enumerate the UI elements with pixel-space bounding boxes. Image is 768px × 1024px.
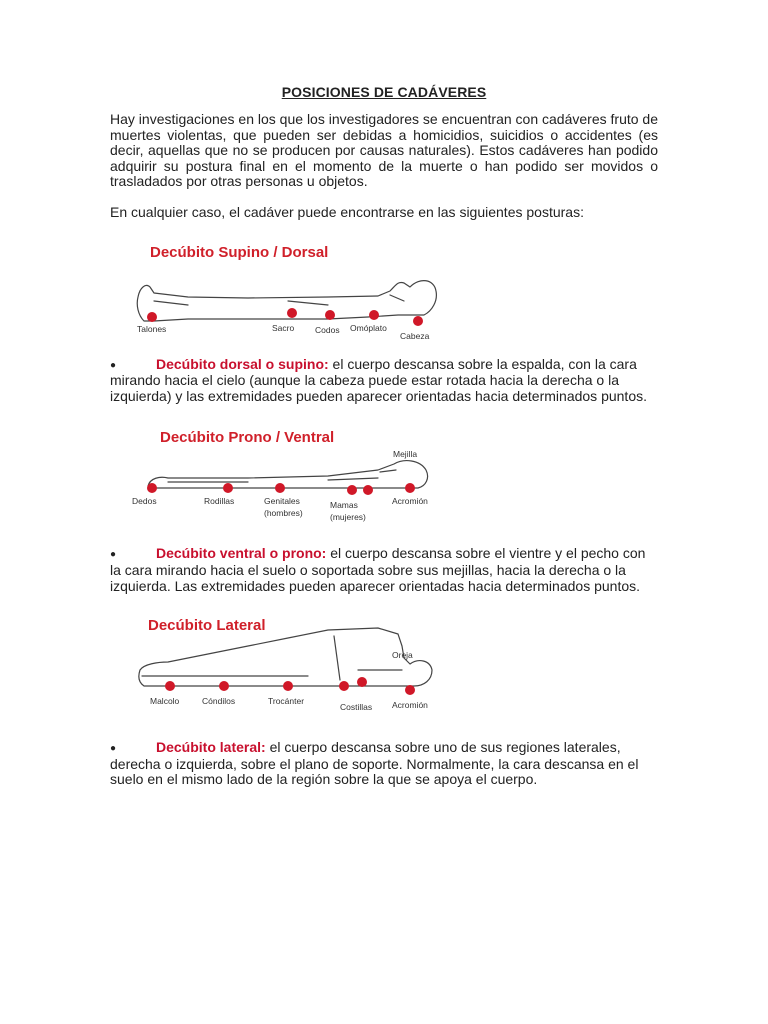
- label-rodillas: Rodillas: [204, 496, 235, 507]
- bullet-icon: ●: [110, 743, 117, 755]
- point-talones: [147, 312, 157, 322]
- document-title: POSICIONES DE CADÁVERES: [281, 84, 487, 100]
- point-costillas: [339, 681, 349, 691]
- desc-prono: el cuerpo descansa sobre el vientre y el pecho con la cara mirando hacia el suelo o soportada sobre sus mejillas, hacia la derecha o la izquierda. Las extremidades pueden aparecer orientadas hacia determinados puntos.: [110, 545, 646, 594]
- label-omoplato: Omóplato: [350, 322, 387, 333]
- figure-title-prono: Decúbito Prono / Ventral: [160, 429, 335, 447]
- prone-body-outline: [148, 461, 428, 488]
- label-dedos: Dedos: [132, 496, 157, 507]
- lateral-body-outline: [139, 628, 432, 686]
- term-lateral: Decúbito lateral:: [156, 739, 266, 756]
- label-hombres: (hombres): [264, 508, 303, 519]
- label-costillas: Costillas: [340, 702, 373, 713]
- bullet-icon: ●: [110, 549, 117, 561]
- label-codos: Codos: [315, 324, 340, 335]
- label-condilos: Cóndilos: [202, 696, 236, 707]
- desc-lateral: el cuerpo descansa sobre uno de sus regiones laterales, derecha o izquierda, sobre el plano de soporte. Normalmente, la cara descansa en el suelo en el mismo lado de la región sobre la que se apoya el cuerpo.: [110, 739, 639, 788]
- desc-supino: el cuerpo descansa sobre la espalda, con la cara mirando hacia el cielo (aunque la cabeza puede estar rotada hacia la derecha o la izquierda) y las extremidades pueden aparecer orientadas hacia determinados puntos.: [110, 355, 647, 404]
- figure-title-lateral: Decúbito Lateral: [148, 617, 266, 635]
- bullet-icon: ●: [110, 359, 117, 371]
- label-mujeres: (mujeres): [330, 512, 366, 523]
- point-cabeza: [413, 316, 423, 326]
- point-mamas-1: [347, 485, 357, 495]
- point-mamas-2: [363, 485, 373, 495]
- point-dedos: [147, 483, 157, 493]
- point-rodillas: [223, 483, 233, 493]
- list-item-lateral: [110, 740, 658, 788]
- label-acromion-prono: Acromión: [392, 496, 428, 507]
- intro-paragraph: Hay investigaciones en los que los investigadores se encuentran con cadáveres fruto de muertes violentas, que pueden ser debidas a homicidios, suicidios o accidentes (es decir, aquellas que no se producen por causas naturales). Estos cadáveres han podido adquirir su postura final en el momento de la muerte o han podido ser movidos o trasladados por otras personas u objetos.: [110, 111, 658, 190]
- label-mejilla: Mejilla: [393, 449, 418, 460]
- supine-body-illustration: [128, 235, 448, 347]
- point-condilos: [219, 681, 229, 691]
- term-supino: Decúbito dorsal o supino:: [156, 355, 329, 372]
- label-cabeza: Cabeza: [400, 330, 430, 341]
- supine-body-outline: [137, 280, 436, 320]
- figure-decubito-supino: [128, 235, 658, 353]
- label-malcolo: Malcolo: [150, 696, 180, 707]
- label-talones: Talones: [137, 323, 167, 334]
- list-item-supino: [110, 357, 658, 405]
- point-codos: [325, 310, 335, 320]
- point-oreja: [357, 677, 367, 687]
- label-trocanter: Trocánter: [268, 696, 305, 707]
- prone-body-illustration: [128, 424, 448, 536]
- label-mamas: Mamas: [330, 500, 358, 511]
- point-acromion: [405, 483, 415, 493]
- document-page: [110, 84, 658, 788]
- point-genitales: [275, 483, 285, 493]
- figure-decubito-prono: [128, 424, 658, 542]
- lead-paragraph: En cualquier caso, el cadáver puede encontrarse en las siguientes posturas:: [110, 203, 584, 220]
- label-sacro: Sacro: [272, 322, 295, 333]
- list-item-prono: [110, 546, 658, 594]
- term-prono: Decúbito ventral o prono:: [156, 545, 327, 562]
- figure-decubito-lateral: [128, 614, 658, 732]
- point-acromion-lateral: [405, 685, 415, 695]
- label-genitales: Genitales: [264, 496, 300, 507]
- point-sacro: [287, 308, 297, 318]
- label-acromion-lateral: Acromión: [392, 700, 428, 711]
- lateral-body-illustration: [128, 614, 448, 726]
- point-trocanter: [283, 681, 293, 691]
- point-omoplato: [369, 310, 379, 320]
- label-oreja: Oreja: [392, 650, 413, 661]
- point-malcolo: [165, 681, 175, 691]
- figure-title-supino: Decúbito Supino / Dorsal: [150, 243, 329, 261]
